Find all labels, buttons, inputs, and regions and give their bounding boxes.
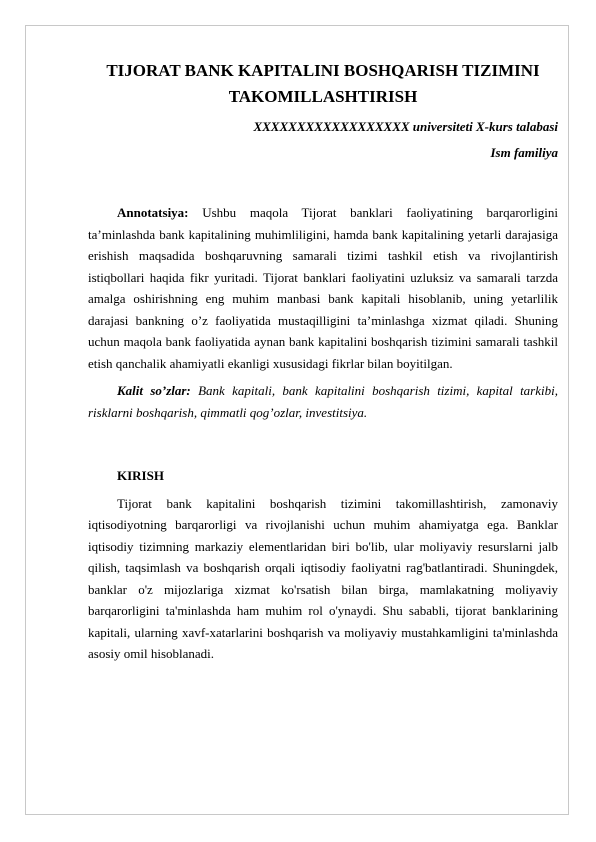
keywords-label: Kalit so’zlar: xyxy=(117,383,191,398)
intro-paragraph: Tijorat bank kapitalini boshqarish tizimini takomillashtirish, zamonaviy iqtisodiyotning barqarorligi va rivojlanishi uchun muhim ahamiyatga ega. Banklar iqtisodiy tizimning markaziy elementlaridan biri bo'lib, ular moliyaviy resurslarni jalb qilish, taqsimlash va boshqarish orqali iqtisodiy faoliyatni rag'batlantiradi. Shuningdek, banklar o'z mijozlariga xizmat ko'rsatish bilan birga, mamlakatning moliyaviy barqarorligini ta'minlashda ham muhim rol o'ynaydi. Shu sababli, tijorat banklarining kapitali, ularning xavf-xatarlarini boshqarish va moliyaviy mustahkamligini ta'minlashda asosiy omil hisoblanadi. xyxy=(88,495,558,661)
keywords-paragraph xyxy=(88,380,558,423)
author-name: Ism familiya xyxy=(490,145,558,160)
paper-title: TIJORAT BANK KAPITALINI BOSHQARISH TIZIMINI TAKOMILLASHTIRISH xyxy=(106,61,540,106)
author-affiliation: XXXXXXXXXXXXXXXXXX universiteti X-kurs talabasi xyxy=(253,119,558,134)
paper-content xyxy=(88,58,558,665)
keywords-text: Bank kapitali, bank kapitalini boshqarish tizimi, kapital tarkibi, risklarni boshqarish, qimmatli qog’ozlar, investitsiya. xyxy=(88,383,558,420)
section-heading: KIRISH xyxy=(117,468,164,483)
abstract-label: Annotatsiya: xyxy=(117,205,189,220)
abstract-paragraph xyxy=(88,202,558,374)
abstract-text: Ushbu maqola Tijorat banklari faoliyatining barqarorligini ta’minlashda bank kapitalining muhimliligini, hamda bank kapitalining yetarli darajasiga erishish maqsadida boshqaruvning samarali tizimi tashkil etish va rivojlantirish istiqbollari haqida fikr yuritadi. Tijorat banklari faoliyatini uzluksiz va samarali tarzda amalga oshirishning eng muhim manbasi bank kapitali hisoblanib, uning yetarlilik darajasi bankning o’z faoliyatida mustaqilligini ta’minlashga xizmat qiladi. Shuning uchun maqola bank faoliyatida aynan bank kapitalini boshqarish tizimini samarali tashkil etish qanchalik ahamiyatli ekanligi xususidagi fikrlar bilan boyitilgan. xyxy=(88,205,558,371)
